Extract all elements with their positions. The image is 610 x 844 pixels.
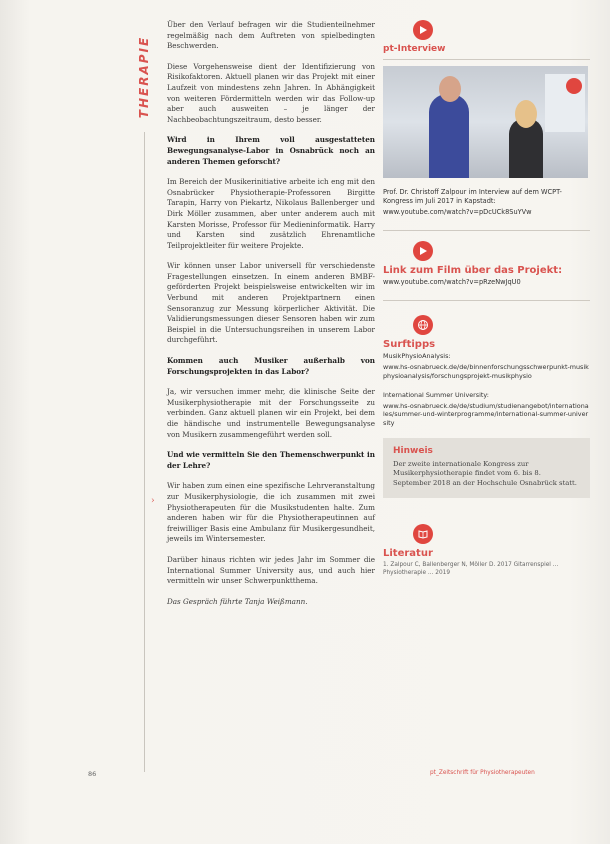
- journal-name: pt_Zeitschrift für Physiotherapeuten: [430, 770, 535, 776]
- interview-link[interactable]: www.youtube.com/watch?v=pDcUCk8SuYVw: [383, 208, 532, 217]
- hint-title: Hinweis: [393, 445, 433, 456]
- surf-link[interactable]: www.hs-osnabrueck.de/de/binnenforschungsschwerpunkt-musikphysioanalysis/forschungsprojekt-musikphysio: [383, 363, 589, 380]
- film-link[interactable]: www.youtube.com/watch?v=pRzeNwJqU0: [383, 278, 521, 287]
- paragraph: Im Bereich der Musikerinitiative arbeite ich eng mit den Osnabrücker Physiotherapie-Professoren Birgitte Tarapin, Harry von Piekartz, Nikolaus Ballenberger und Dirk Möller zusammen, aber unter anderem auch mit Karsten Morisse, Professor für Medieninformatik. Harry und Karsten sind zusätzlich Ehrenamtliche Teilprojektleiter für weitere Projekte.: [167, 177, 375, 250]
- surf-link[interactable]: www.hs-osnabrueck.de/de/studium/studienangebot/internationales/summer-und-winterprogramme/international-summer-university: [383, 401, 589, 428]
- literature-text: 1. Zalpour C, Ballenberger N, Möller D. 2017 Gitarrenspiel ... Physiotherapie ... 2019: [383, 562, 559, 577]
- interview-question: Und wie vermitteln Sie den Themenschwerpunkt in der Lehre?: [167, 450, 375, 470]
- surf-label: International Summer University:: [383, 390, 489, 399]
- surftipps-title: Surftipps: [383, 339, 436, 351]
- hint-text: Der zweite internationale Kongress zur Musikerphysiotherapie findet vom 6. bis 8. September 2018 an der Hochschule Osnabrück statt.: [393, 459, 577, 487]
- interview-question: Kommen auch Musiker außerhalb von Forschungsprojekten in das Labor?: [167, 356, 375, 376]
- divider: [383, 230, 590, 231]
- paragraph: Darüber hinaus richten wir jedes Jahr im Sommer die International Summer University aus, und auch hier vermitteln wir unser Schwerpunktthema.: [167, 554, 375, 586]
- interview-title: pt-Interview: [383, 44, 446, 54]
- play-icon[interactable]: [413, 20, 433, 40]
- interviewee-head: [439, 76, 461, 102]
- paragraph: Ja, wir versuchen immer mehr, die klinische Seite der Musikerphysiotherapie mit der Forschungsseite zu verbinden. Ganz aktuell planen wir ein Projekt, bei dem die händische und instrumentelle Bewegungsanalyse von Musikern zusammengeführt werden soll.: [167, 387, 375, 439]
- globe-icon: [413, 315, 433, 335]
- divider: [383, 300, 590, 301]
- interview-photo: [383, 66, 588, 178]
- section-divider: [144, 132, 145, 772]
- hint-box: [383, 438, 590, 498]
- film-title: Link zum Film über das Projekt:: [383, 265, 563, 277]
- literature-title: Literatur: [383, 548, 433, 560]
- divider: [383, 59, 590, 60]
- surf-label: MusikPhysioAnalysis:: [383, 352, 451, 361]
- interview-signature: Das Gespräch führte Tanja Weißmann.: [167, 596, 308, 606]
- section-label: THERAPIE: [137, 35, 152, 119]
- margin-marker: ›: [151, 496, 155, 506]
- paragraph: Diese Vorgehensweise dient der Identifizierung von Risikofaktoren. Aktuell planen wir das Projekt mit einer Laufzeit von mindestens zehn Jahren. In Abhängigkeit von weiteren Fördermitteln werden wir das Follow-up aber auch ausweiten – je länger der Nachbeobachtungszeitraum, desto besser.: [167, 61, 375, 124]
- paragraph: Über den Verlauf befragen wir die Studienteilnehmer regelmäßig nach dem Auftreten von spielbedingten Beschwerden.: [167, 20, 375, 51]
- interviewee-figure: [429, 94, 469, 178]
- interviewer-head: [515, 100, 537, 128]
- interview-question: Wird in Ihrem voll ausgestatteten Bewegungsanalyse-Labor in Osnabrück noch an anderen Themen geforscht?: [167, 135, 375, 166]
- channel-logo-icon: [566, 78, 582, 94]
- sidebar: [383, 20, 590, 577]
- page-number: 86: [88, 770, 97, 778]
- book-icon: [413, 524, 433, 544]
- photo-caption: Prof. Dr. Christoff Zalpour im Interview auf dem WCPT-Kongress im Juli 2017 in Kapstadt:: [383, 188, 562, 206]
- article-body: [167, 20, 375, 617]
- paragraph: Wir haben zum einen eine spezifische Lehrveranstaltung zur Musikerphysiologie, die ich zusammen mit zwei Physiotherapeuten für die Musikstudenten halte. Zum anderen haben wir für die Physiotherapeutinnen auf freiwilliger Basis eine Ambulanz für Musikergesundheit, jeweils im Wintersemester.: [167, 481, 375, 544]
- play-icon[interactable]: [413, 241, 433, 261]
- paragraph: Wir können unser Labor universell für verschiedenste Fragestellungen einsetzen. In einem anderen BMBF-geförderten Projekt beispielsweise entwickelten wir im Verbund mit anderen Projektpartnern einen Sensoranzug zur Messung körperlicher Aktivität. Die Validierungsmessungen dieser Sensoren haben wir zum Beispiel in die Untersuchungsreihen in unserem Labor durchgeführt.: [167, 261, 375, 345]
